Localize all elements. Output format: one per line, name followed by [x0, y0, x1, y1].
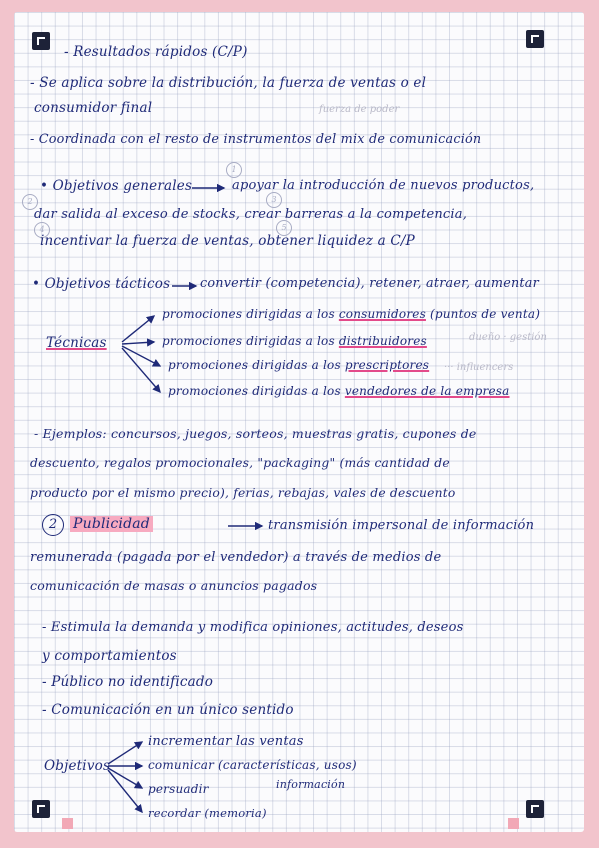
objetivo-item: recordar (memoria)	[148, 806, 267, 820]
note-line: convertir (competencia), retener, atraer, aumentar	[200, 276, 539, 291]
objetivo-item: comunicar (características, usos)	[148, 758, 357, 772]
tecnicas-label: Técnicas	[46, 335, 107, 351]
note-line: - Ejemplos: concursos, juegos, sorteos, muestras gratis, cupones de	[34, 426, 477, 441]
arrows-layer	[14, 12, 584, 832]
objetivos-label: Objetivos	[44, 758, 111, 774]
arrow-icon	[122, 316, 154, 342]
note-line: comunicación de masas o anuncios pagados	[30, 578, 318, 593]
number-circle: 2	[22, 194, 38, 210]
note-line: y comportamientos	[42, 648, 177, 664]
note-line: - Estimula la demanda y modifica opiniones, actitudes, deseos	[42, 620, 464, 635]
number-circle: 5	[276, 220, 292, 236]
note-line: - Se aplica sobre la distribución, la fuerza de ventas o el	[30, 75, 427, 91]
number-circle: 1	[226, 162, 242, 178]
objetivos-tacticos-heading: • Objetivos tácticos	[32, 276, 171, 292]
note-line: remunerada (pagada por el vendedor) a través de medios de	[30, 550, 442, 565]
note-line: producto por el mismo precio), ferias, rebajas, vales de descuento	[30, 486, 456, 500]
notebook-page	[14, 12, 584, 832]
note-line: incentivar la fuerza de ventas, obtener liquidez a C/P	[40, 233, 415, 249]
number-circle: 4	[34, 222, 50, 238]
objetivo-item: persuadir	[148, 782, 209, 796]
margin-note: fuerza de poder	[319, 104, 400, 115]
number-circle: 3	[266, 192, 282, 208]
arrow-icon	[122, 342, 154, 344]
note-line: dar salida al exceso de stocks, crear barreras a la competencia,	[34, 207, 468, 222]
arrow-icon	[108, 768, 142, 788]
objetivo-item: incrementar las ventas	[148, 734, 304, 749]
margin-note: información	[276, 778, 346, 791]
arrow-icon	[108, 742, 142, 764]
tecnica-item: promociones dirigidas a los prescriptores	[168, 358, 430, 372]
section-number: 2	[42, 514, 64, 536]
arrow-icon	[108, 770, 142, 812]
arrow-icon	[122, 348, 160, 392]
arrow-icon	[122, 346, 160, 366]
tecnica-item: promociones dirigidas a los distribuidores	[162, 334, 427, 348]
note-line: transmisión impersonal de información	[268, 518, 535, 533]
tecnica-item: promociones dirigidas a los consumidores (puntos de venta)	[162, 307, 541, 321]
objetivos-generales-heading: • Objetivos generales	[40, 178, 193, 194]
note-line: - Público no identificado	[42, 674, 214, 690]
tecnica-item: promociones dirigidas a los vendedores de la empresa	[168, 384, 510, 398]
publicidad-heading: Publicidad	[70, 516, 153, 532]
note-line: apoyar la introducción de nuevos productos,	[232, 178, 535, 193]
margin-note: dueño · gestión	[469, 332, 547, 343]
note-line: - Comunicación en un único sentido	[42, 702, 294, 718]
margin-note: ··· influencers	[444, 362, 514, 373]
note-line: consumidor final	[34, 100, 153, 116]
note-line: - Coordinada con el resto de instrumentos del mix de comunicación	[30, 132, 482, 147]
note-line: descuento, regalos promocionales, "packaging" (más cantidad de	[30, 456, 450, 470]
note-line: - Resultados rápidos (C/P)	[64, 44, 248, 60]
